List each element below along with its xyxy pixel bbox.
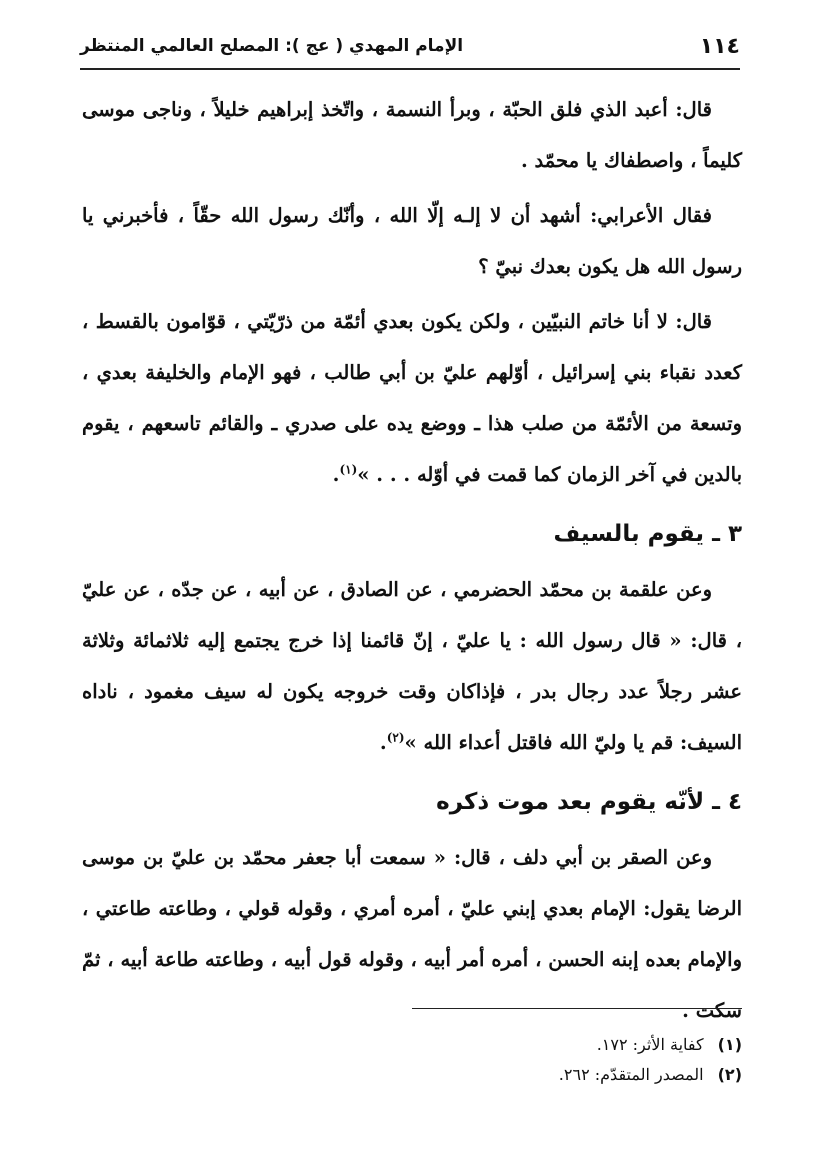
footnote-1 <box>82 1030 742 1060</box>
footnote-text: كفاية الأثر: ١٧٢. <box>596 1035 704 1054</box>
paragraph-3-text: قال: لا أنا خاتم النبيّين ، ولكن يكون بعدي أئمّة من ذرّيّتي ، قوّامون بالقسط ، كعدد نقباء بني إسرائيل ، أوّلهم عليّ بن أبي طالب ، فهو الإمام والخليفة بعدي ، وتسعة من الأئمّة من صلب هذا ـ ووضع يده على صدري ـ والقائم تاسعهم ، يقوم بالدين في آخر الزمان كما قمت في أوّله . . . » <box>82 310 742 486</box>
footnote-divider <box>412 1008 742 1009</box>
paragraph-4-text: وعن علقمة بن محمّد الحضرمي ، عن الصادق ، عن أبيه ، عن جدّه ، عن عليّ ، قال: « قال رسول الله : يا عليّ ، إنّ قائمنا إذا خرج يجتمع إليه ثلاثمائة وثلاثة عشر رجلاً عدد رجال بدر ، فإذاكان وقت خروجه يكون له سيف مغمود ، ناداه السيف: قم يا وليّ الله فاقتل أعداء الله » <box>82 578 742 754</box>
footnote-ref-2: (٢) <box>386 730 405 745</box>
paragraph-5: وعن الصقر بن أبي دلف ، قال: « سمعت أبا جعفر محمّد بن عليّ بن موسى الرضا يقول: الإمام بعدي إبني عليّ ، أمره أمري ، وقوله قولي ، وطاعته طاعتي ، والإمام بعده إبنه الحسن ، أمره أمر أبيه ، وقوله قول أبيه ، وطاعته طاعة أبيه ، ثمّ سكت . <box>82 846 742 1022</box>
paragraph-3-end: . <box>332 463 340 486</box>
section-heading-4: ٤ ـ لأنّه يقوم بعد موت ذكره <box>436 789 742 815</box>
paragraph-4 <box>82 564 742 768</box>
footnotes <box>82 1030 742 1090</box>
paragraph-1: قال: أعبد الذي فلق الحبّة ، وبرأ النسمة ، واتّخذ إبراهيم خليلاً ، وناجى موسى كليماً ، واصطفاك يا محمّد . <box>82 98 742 172</box>
footnote-number: (١) <box>717 1035 742 1054</box>
section-heading-3: ٣ ـ يقوم بالسيف <box>553 521 742 547</box>
page-header <box>80 24 740 70</box>
footnote-2 <box>82 1060 742 1090</box>
running-title: الإمام المهدي ( عج ): المصلح العالمي المنتظر <box>80 36 464 56</box>
page-number: ١١٤ <box>699 33 740 59</box>
main-text <box>82 84 742 1040</box>
footnote-number: (٢) <box>717 1065 742 1084</box>
footnote-text: المصدر المتقدّم: ٢٦٢. <box>558 1065 704 1084</box>
paragraph-3 <box>82 296 742 500</box>
paragraph-4-end: . <box>379 731 387 754</box>
footnote-ref-1: (١) <box>339 462 358 477</box>
paragraph-2: فقال الأعرابي: أشهد أن لا إلـه إلّا الله ، وأنّك رسول الله حقّاً ، فأخبرني يا رسول الله هل يكون بعدك نبيّ ؟ <box>82 204 742 278</box>
